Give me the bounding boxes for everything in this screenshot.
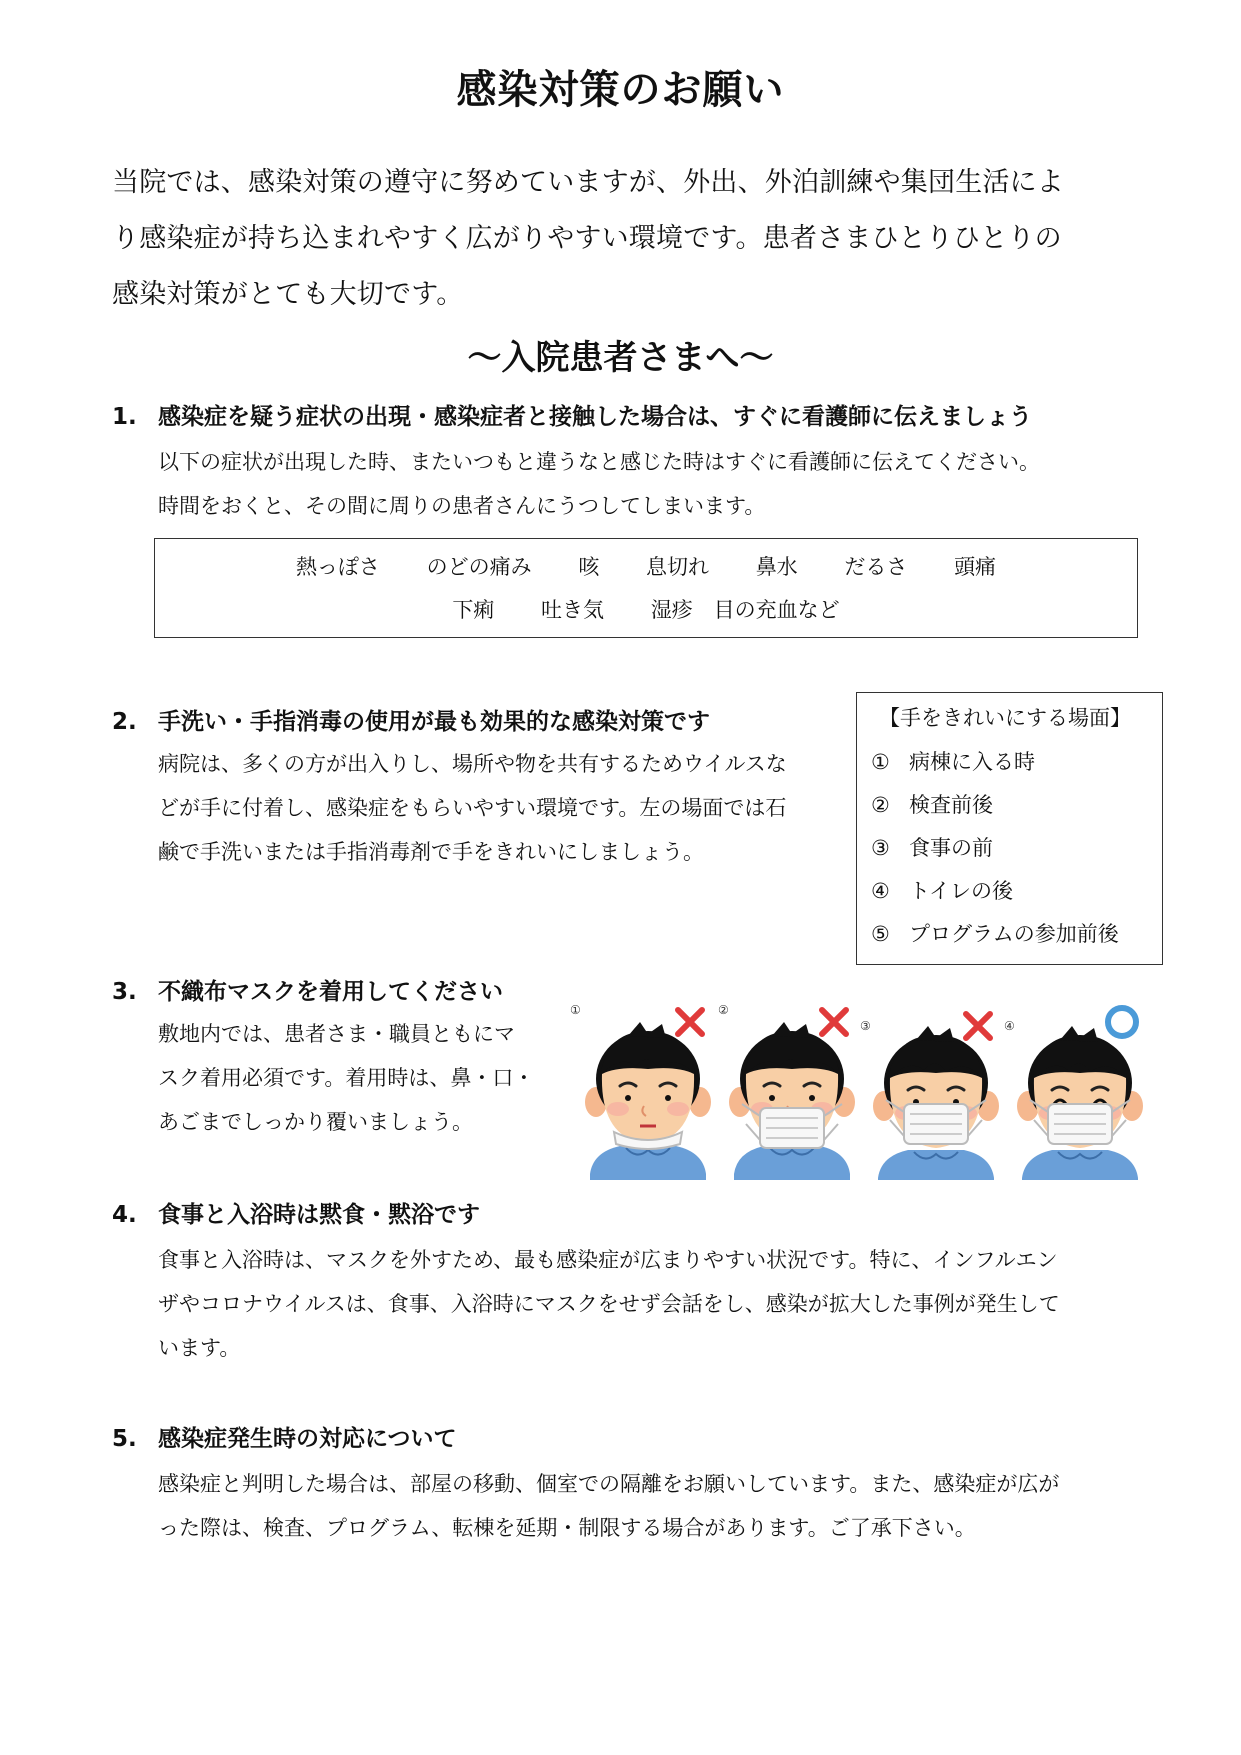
symptom-item: だるさ [844, 555, 908, 579]
section-heading-text: 感染症発生時の対応について [158, 1426, 457, 1452]
handwash-scenes-box [856, 692, 1163, 965]
section-5-body [158, 1462, 1059, 1550]
panel-2-label: ② [718, 1003, 729, 1017]
section-1-body [158, 440, 1040, 528]
symptom-item: 湿疹 目の充血など [650, 598, 840, 622]
section-4-body [158, 1238, 1060, 1370]
intro-line: 当院では、感染対策の遵守に努めていますが、外出、外泊訓練や集団生活によ [112, 167, 1064, 198]
handwash-scene-item [871, 741, 1162, 784]
symptom-row [155, 589, 1137, 632]
circle-ok-icon [1108, 1008, 1136, 1036]
handwash-scene-item [871, 827, 1162, 870]
panel-2-mask-mouth-only [729, 1022, 855, 1180]
symptom-item: 頭痛 [954, 555, 997, 579]
mask-wearing-illustration [570, 1000, 1162, 1180]
symptom-item: 下痢 [452, 598, 495, 622]
x-mark-icon [966, 1014, 990, 1038]
body-line: ザやコロナウイルスは、食事、入浴時にマスクをせず会話をし、感染が拡大した事例が発生して [158, 1292, 1060, 1316]
symptom-item: 咳 [578, 555, 600, 579]
body-line: 鹸で手洗いまたは手指消毒剤で手をきれいにしましょう。 [158, 840, 704, 864]
section-2-body [158, 742, 787, 874]
symptom-list-box [154, 538, 1138, 638]
section-1-heading [112, 398, 1032, 431]
intro-line: り感染症が持ち込まれやすく広がりやすい環境です。患者さまひとりひとりの [112, 223, 1062, 254]
panel-3-mask-loose [873, 1026, 999, 1180]
symptom-item: 鼻水 [755, 555, 798, 579]
body-line: 時間をおくと、その間に周りの患者さんにうつしてしまいます。 [158, 494, 766, 518]
body-line: 敷地内では、患者さま・職員ともにマ [158, 1022, 515, 1046]
item-label: プログラムの参加前後 [909, 922, 1119, 946]
panel-1-label: ① [570, 1003, 581, 1017]
section-number: 2. [112, 709, 137, 735]
symptom-item: 吐き気 [541, 598, 604, 622]
subtitle: ～入院患者さまへ～ [467, 338, 774, 378]
section-heading-text: 不織布マスクを着用してください [158, 979, 503, 1005]
intro-paragraph [112, 155, 1142, 323]
item-number: ③ [871, 836, 890, 860]
section-4-heading [112, 1196, 480, 1229]
symptom-item: のどの痛み [426, 555, 532, 579]
item-label: 食事の前 [909, 836, 993, 860]
symptom-item: 息切れ [646, 555, 709, 579]
body-line: 食事と入浴時は、マスクを外すため、最も感染症が広まりやすい状況です。特に、インフルエン [158, 1248, 1058, 1272]
handwash-box-title: 【手をきれいにする場面】 [879, 706, 1131, 730]
x-mark-icon [678, 1010, 702, 1034]
section-5-heading [112, 1420, 457, 1453]
handwash-scene-item [871, 870, 1162, 913]
body-line: 以下の症状が出現した時、またいつもと違うなと感じた時はすぐに看護師に伝えてください。 [158, 450, 1040, 474]
section-2-heading [112, 703, 710, 736]
intro-line: 感染対策がとても大切です。 [112, 279, 464, 310]
body-line: った際は、検査、プログラム、転棟を延期・制限する場合があります。ご了承下さい。 [158, 1516, 976, 1540]
item-number: ⑤ [871, 922, 890, 946]
panel-3-label: ③ [860, 1019, 871, 1033]
section-number: 4. [112, 1202, 137, 1228]
panel-4-label: ④ [1004, 1019, 1015, 1033]
handwash-scene-item [871, 784, 1162, 827]
symptom-item: 熱っぽさ [295, 555, 380, 579]
item-number: ① [871, 750, 890, 774]
symptom-row [155, 546, 1137, 589]
section-heading-text: 感染症を疑う症状の出現・感染症者と接触した場合は、すぐに看護師に伝えましょう [158, 404, 1032, 430]
handwash-scene-item [871, 913, 1162, 956]
item-label: 病棟に入る時 [909, 750, 1035, 774]
section-number: 1. [112, 404, 137, 430]
body-line: あごまでしっかり覆いましょう。 [158, 1110, 473, 1134]
panel-4-mask-correct [1017, 1026, 1143, 1180]
section-number: 5. [112, 1426, 137, 1452]
body-line: どが手に付着し、感染症をもらいやすい環境です。左の場面では石 [158, 796, 787, 820]
section-number: 3. [112, 979, 137, 1005]
item-number: ② [871, 793, 890, 817]
x-mark-icon [822, 1010, 846, 1034]
section-3-heading [112, 973, 503, 1006]
body-line: 感染症と判明した場合は、部屋の移動、個室での隔離をお願いしています。また、感染症が広が [158, 1472, 1060, 1496]
section-heading-text: 食事と入浴時は黙食・黙浴です [158, 1202, 480, 1228]
body-line: います。 [158, 1336, 241, 1360]
panel-1-mask-on-chin [585, 1022, 711, 1180]
body-line: スク着用必須です。着用時は、鼻・口・ [158, 1066, 535, 1090]
item-label: 検査前後 [909, 793, 993, 817]
section-3-body [158, 1012, 534, 1144]
page-title: 感染対策のお願い [456, 67, 785, 113]
item-number: ④ [871, 879, 890, 903]
body-line: 病院は、多くの方が出入りし、場所や物を共有するためウイルスな [158, 752, 787, 776]
item-label: トイレの後 [909, 879, 1013, 903]
section-heading-text: 手洗い・手指消毒の使用が最も効果的な感染対策です [158, 709, 710, 735]
